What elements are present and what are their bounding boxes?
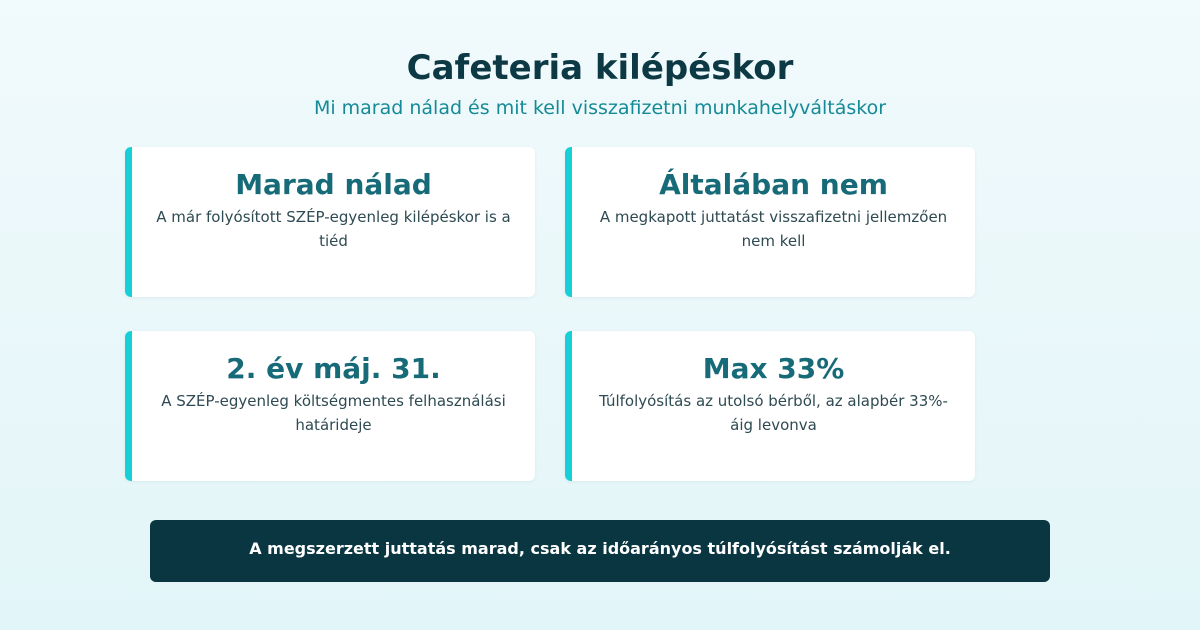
card-heading: Max 33%: [702, 352, 845, 385]
info-card-remains: [125, 147, 535, 297]
card-accent-bar: [565, 331, 572, 481]
card-accent-bar: [125, 147, 132, 297]
card-heading: 2. év máj. 31.: [226, 352, 441, 385]
info-card-deduction: [565, 331, 975, 481]
page-subtitle: Mi marad nálad és mit kell visszafizetni munkahelyváltáskor: [313, 97, 887, 119]
info-card-repayment: [565, 147, 975, 297]
card-description: Túlfolyósítás az utolsó bérből, az alapbér 33%-áig levonva: [599, 392, 948, 434]
card-description: A már folyósított SZÉP-egyenleg kilépéskor is a tiéd: [156, 208, 511, 250]
card-heading: Marad nálad: [235, 168, 432, 201]
info-card-deadline: [125, 331, 535, 481]
card-heading: Általában nem: [659, 168, 888, 201]
page-title: Cafeteria kilépéskor: [406, 48, 794, 88]
card-description: A SZÉP-egyenleg költségmentes felhasználási határideje: [161, 392, 506, 434]
card-description: A megkapott juttatást visszafizetni jellemzően nem kell: [599, 208, 948, 250]
card-accent-bar: [565, 147, 572, 297]
card-accent-bar: [125, 331, 132, 481]
summary-banner: A megszerzett juttatás marad, csak az időarányos túlfolyósítást számolják el.: [150, 520, 1050, 582]
